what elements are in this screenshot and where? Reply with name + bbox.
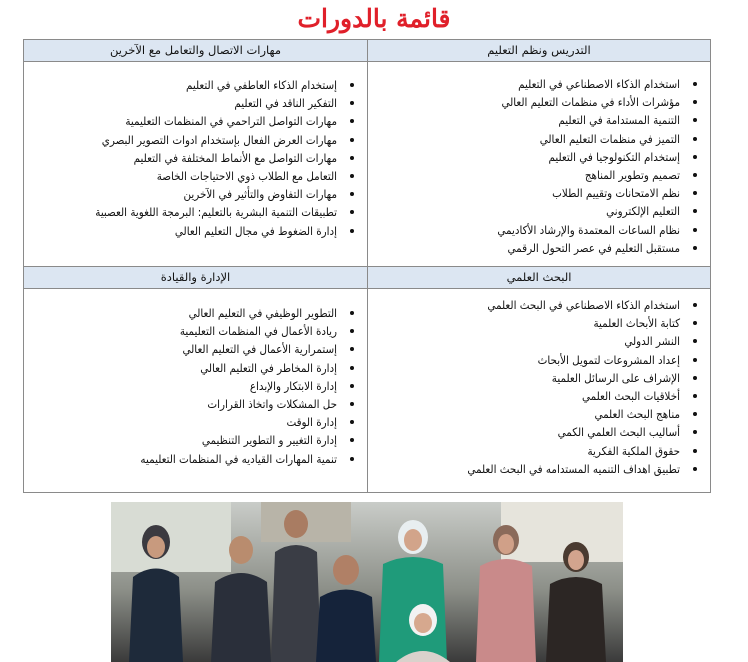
course-list-item: استخدام الذكاء الاصطناعي في التعليم (368, 75, 710, 93)
course-list-item: التميز في منظمات التعليم العالي (368, 130, 710, 148)
course-list-item: أخلاقيات البحث العلمي (368, 387, 710, 405)
course-list-item: مهارات العرض الفعال بإستخدام ادوات التصوير البصري (24, 131, 367, 149)
page-title: قائمة بالدورات (297, 4, 451, 33)
course-list-item: تطبيقات التنمية البشرية بالتعليم: البرمجة اللغوية العصبية (24, 203, 367, 221)
course-list-item: مهارات التواصل مع الأنماط المختلفة في التعليم (24, 149, 367, 167)
research-header: البحث العلمي (367, 267, 710, 289)
course-list-item: إدارة المخاطر في التعليم العالي (24, 359, 367, 377)
course-list-item: تصميم وتطوير المناهج (368, 166, 710, 184)
leadership-cell (24, 289, 367, 492)
course-list-item: حل المشكلات واتخاذ القرارات (24, 395, 367, 413)
course-list-item: التنمية المستدامة في التعليم (368, 111, 710, 129)
course-list-item: استخدام الذكاء الاصطناعي في البحث العلمي (368, 296, 710, 314)
course-list-item: إدارة التغيير و التطوير التنظيمي (24, 431, 367, 449)
course-list-item: تنمية المهارات القياديه في المنظمات التعليميه (24, 450, 367, 468)
course-list-item: إدارة الابتكار والإبداع (24, 377, 367, 395)
course-list-item: إدارة الضغوط في مجال التعليم العالي (24, 222, 367, 240)
course-list-item: ريادة الأعمال في المنظمات التعليمية (24, 322, 367, 340)
group-photo (111, 502, 623, 662)
teaching-header: التدريس ونظم التعليم (367, 40, 710, 62)
course-list-item: تطبيق اهداف التنميه المستدامه في البحث العلمي (368, 460, 710, 478)
course-list-item: إستخدام التكنولوجيا في التعليم (368, 148, 710, 166)
teaching-list (368, 75, 710, 257)
course-list-item: إستخدام الذكاء العاطفي في التعليم (24, 76, 367, 94)
course-list-item: الإشراف على الرسائل العلمية (368, 369, 710, 387)
research-list (368, 296, 710, 478)
course-list-item: نظم الامتحانات وتقييم الطلاب (368, 184, 710, 202)
communication-list (24, 76, 367, 240)
course-list-item: التفكير الناقد في التعليم (24, 94, 367, 112)
course-list-item: النشر الدولي (368, 332, 710, 350)
teaching-cell (367, 62, 710, 267)
communication-header: مهارات الاتصال والتعامل مع الآخرين (24, 40, 367, 62)
course-list-item: مهارات التواصل التراحمي في المنظمات التعليمية (24, 112, 367, 130)
course-list-item: أساليب البحث العلمي الكمي (368, 423, 710, 441)
course-list-item: كتابة الأبحاث العلمية (368, 314, 710, 332)
course-list-item: مؤشرات الأداء في منظمات التعليم العالي (368, 93, 710, 111)
communication-cell (24, 62, 367, 267)
course-list-item: مستقبل التعليم في عصر التحول الرقمي (368, 239, 710, 257)
research-cell (367, 289, 710, 492)
course-list-item: التعامل مع الطلاب ذوي الاحتياجات الخاصة (24, 167, 367, 185)
course-list-item: مناهج البحث العلمي (368, 405, 710, 423)
course-list-item: إستمرارية الأعمال في التعليم العالي (24, 340, 367, 358)
group-photo-illustration (111, 502, 623, 662)
leadership-header: الإدارة والقيادة (24, 267, 367, 289)
course-list-item: حقوق الملكية الفكرية (368, 442, 710, 460)
course-list-item: نظام الساعات المعتمدة والإرشاد الأكاديمي (368, 221, 710, 239)
course-list-item: إدارة الوقت (24, 413, 367, 431)
courses-table (23, 39, 711, 493)
leadership-list (24, 304, 367, 468)
course-list-item: إعداد المشروعات لتمويل الأبحاث (368, 351, 710, 369)
course-list-item: التعليم الإلكتروني (368, 202, 710, 220)
course-list-item: مهارات التفاوض والتأثير في الآخرين (24, 185, 367, 203)
course-list-item: التطوير الوظيفي في التعليم العالي (24, 304, 367, 322)
